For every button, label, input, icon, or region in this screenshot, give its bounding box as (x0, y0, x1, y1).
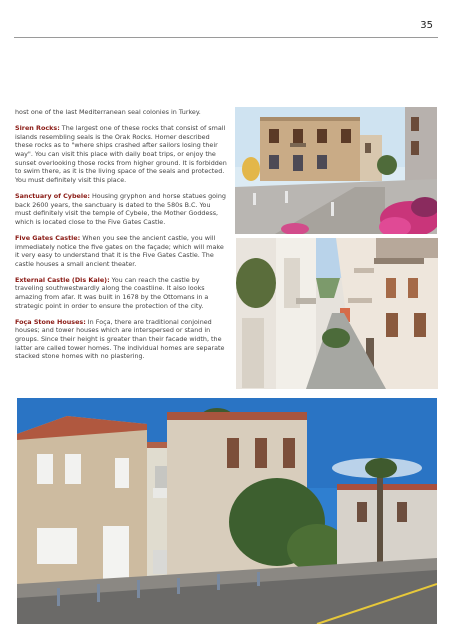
paragraph-text: The largest one of these rocks that consist of small islands resembling seals is the Orak Rocks. Homer described these rocks as to "where ships crashed after sailors losing their way". You can visit this place with daily boat trips, or enjoy the sunset overlooking those rocks from higher ground. It is forbidden to swim there, as it is the living space of the seals and protected. You must definitely visit this place. (15, 124, 227, 184)
paragraph-heading: Five Gates Castle: (15, 233, 81, 242)
paragraph-foca-stone-houses (15, 318, 227, 361)
header-rule (14, 37, 438, 38)
paragraph-five-gates-castle (15, 234, 227, 268)
paragraph-text: You can reach the castle by traveling southwestwardly along the coastline. It also looks amazing from afar. It was built in 1678 by the Ottomans in a strategic point in order to ensure the protection of the city. (15, 275, 209, 310)
paragraph-siren-rocks (15, 124, 227, 184)
paragraph-sanctuary-of-cybele (15, 192, 227, 226)
paragraph-text: In Foça, there are traditional conjoined houses; and tower houses which are interspersed or stand in groups. Since their height is greater than their facade width, the latter are called tower homes. The individual homes are separate stacked stone homes with no plastering. (15, 317, 225, 361)
photo-stone-house-street (235, 107, 437, 234)
paragraph-external-castle (15, 276, 227, 310)
article-body (15, 108, 227, 368)
paragraph-intro (15, 108, 227, 117)
paragraph-text: host one of the last Mediterranean seal colonies in Turkey. (15, 108, 201, 116)
photo-stone-houses-palm-trees (17, 398, 437, 624)
photo-narrow-alley (236, 238, 438, 389)
paragraph-text: Housing gryphon and horse statues going back 2600 years, the sanctuary is dated to the 580s B.C. You must definitely visit the temple of Cybele, the Mother Goddess, which is located close to the Five Gates Castle. (15, 191, 226, 226)
paragraph-heading: Sanctuary of Cybele: (15, 191, 90, 200)
paragraph-heading: External Castle (Dis Kale): (15, 275, 110, 284)
paragraph-text: When you see the ancient castle, you will immediately notice the five gates on the façade; which will make it very easy to understand that it is the Five Gates Castle. The castle houses a small ancient theater. (15, 233, 224, 268)
page-number: 35 (420, 20, 433, 31)
paragraph-heading: Siren Rocks: (15, 124, 60, 133)
paragraph-heading: Foça Stone Houses: (15, 317, 86, 326)
